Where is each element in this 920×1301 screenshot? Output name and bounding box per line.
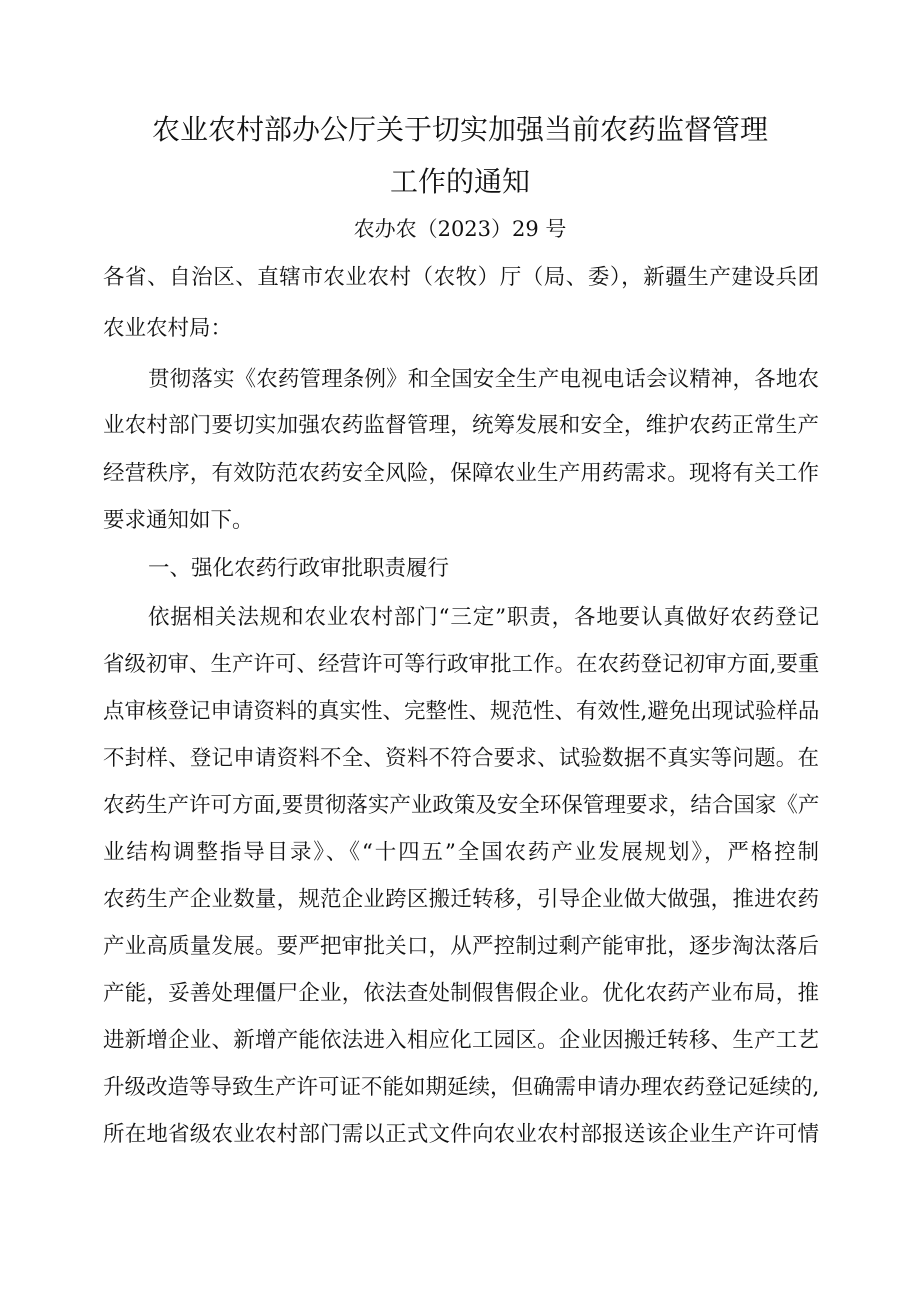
paragraph-2-line-3: 点审核登记申请资料的真实性、完整性、规范性、有效性,避免出现试验样品	[103, 699, 820, 724]
document-number: 农办农（2023）29 号	[353, 217, 567, 241]
paragraph-2-line-7: 农药生产企业数量，规范企业跨区搬迁转移，引导企业做大做强，推进农药	[103, 887, 819, 912]
addressee-line-2: 农业农村局：	[103, 316, 233, 341]
section-1-heading: 一、强化农药行政审批职责履行	[148, 556, 450, 581]
paragraph-2-line-4: 不封样、登记申请资料不全、资料不符合要求、试验数据不真实等问题。在	[103, 746, 819, 771]
paragraph-2-line-1: 依据相关法规和农业农村部门“三定”职责，各地要认真做好农药登记	[148, 605, 819, 630]
document-title-line-2: 工作的通知	[389, 165, 530, 198]
paragraph-1-line-3: 经营秩序，有效防范农药安全风险，保障农业生产用药需求。现将有关工作	[103, 461, 819, 486]
paragraph-2-line-9: 产能，妥善处理僵尸企业，依法查处制假售假企业。优化农药产业布局，推	[103, 981, 819, 1006]
addressee-line-1: 各省、自治区、直辖市农业农村（农牧）厅（局、委），新疆生产建设兵团	[103, 265, 819, 290]
paragraph-2-line-12: 所在地省级农业农村部门需以正式文件向农业农村部报送该企业生产许可情	[103, 1122, 819, 1147]
paragraph-2-line-8: 产业高质量发展。要严把审批关口，从严控制过剩产能审批，逐步淘汰落后	[103, 934, 819, 959]
paragraph-2-line-5: 农药生产许可方面,要贯彻落实产业政策及安全环保管理要求，结合国家《产	[103, 793, 820, 818]
paragraph-1-line-4: 要求通知如下。	[103, 508, 254, 533]
paragraph-2-line-6: 业结构调整指导目录》、《“十四五”全国农药产业发展规划》，严格控制	[103, 840, 819, 865]
paragraph-2-line-2: 省级初审、生产许可、经营许可等行政审批工作。在农药登记初审方面,要重	[103, 652, 820, 677]
paragraph-1-line-1: 贯彻落实《农药管理条例》和全国安全生产电视电话会议精神，各地农	[148, 367, 819, 392]
paragraph-2-line-10: 进新增企业、新增产能依法进入相应化工园区。企业因搬迁转移、生产工艺	[103, 1028, 819, 1053]
paragraph-1-line-2: 业农村部门要切实加强农药监督管理，统筹发展和安全，维护农药正常生产	[103, 413, 819, 438]
paragraph-2-line-11: 升级改造等导致生产许可证不能如期延续，但确需申请办理农药登记延续的,	[103, 1075, 820, 1100]
document-title-line-1: 农业农村部办公厅关于切实加强当前农药监督管理	[151, 113, 768, 146]
